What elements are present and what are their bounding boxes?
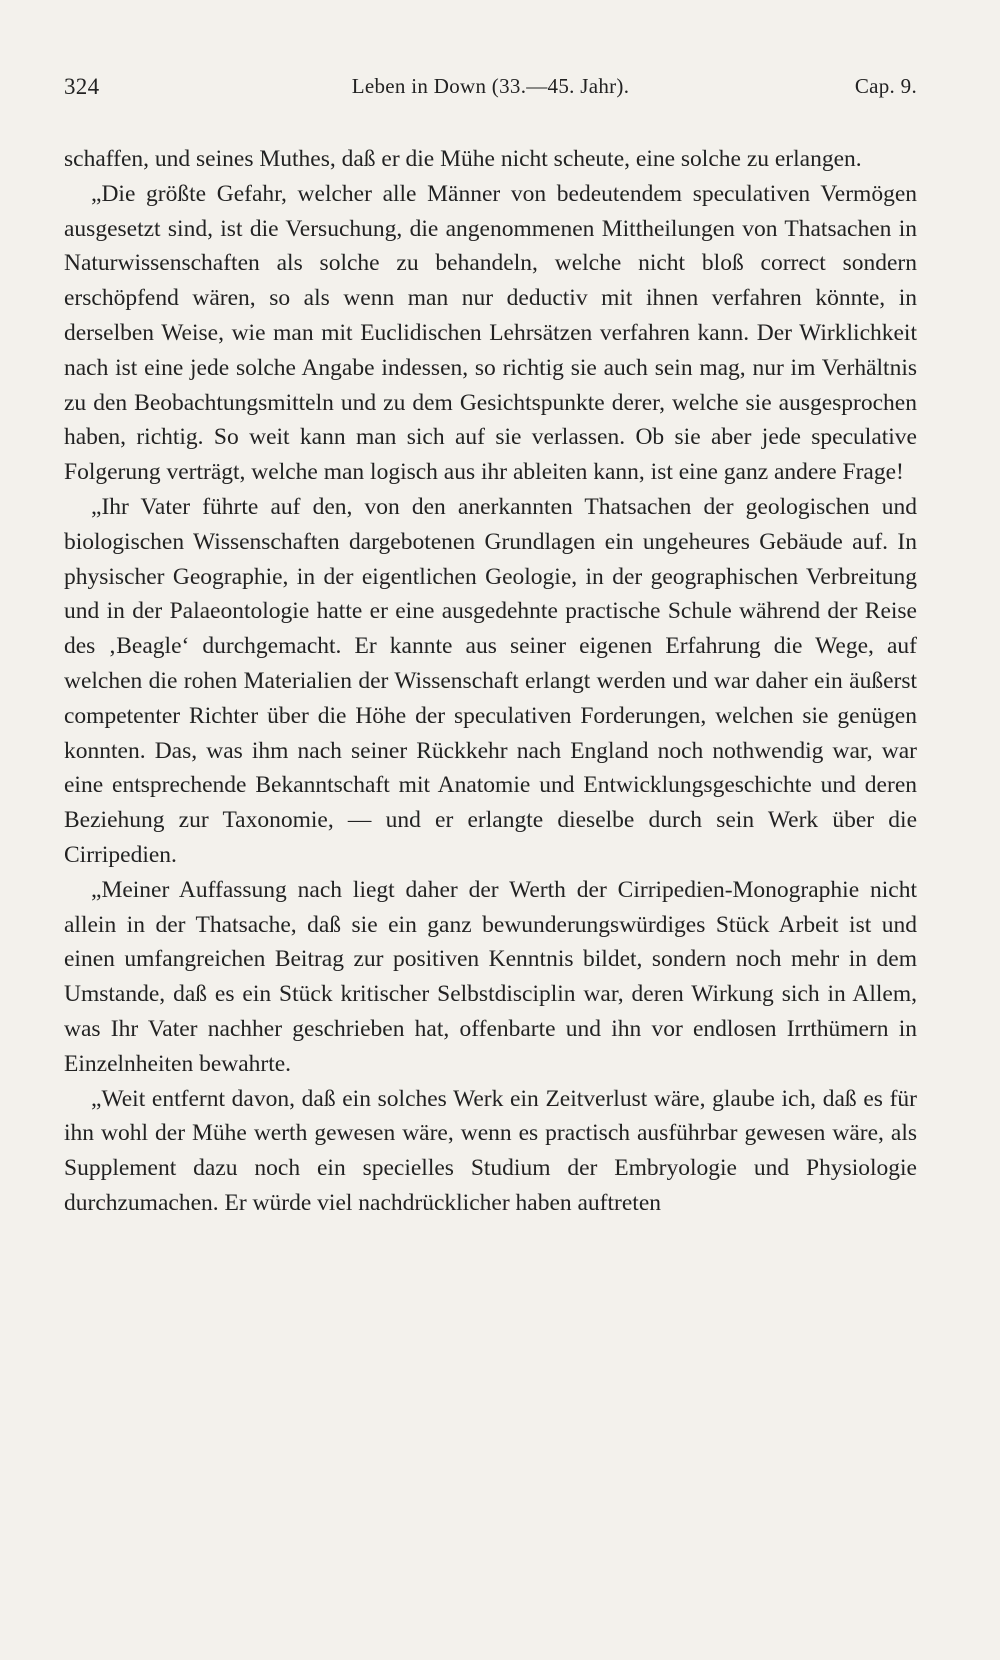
- page-number: 324: [64, 74, 100, 99]
- chapter-label: Cap. 9.: [854, 74, 917, 98]
- paragraph: „Die größte Gefahr, welcher alle Männer von bedeutendem speculativen Vermögen ausgesetzt sind, ist die Versuchung, die angenommenen Mittheilungen von Thatsachen in Naturwissenschaften als solche zu behandeln, welche nicht bloß correct sondern erschöpfend wären, so als wenn man nur deductiv mit ihnen verfahren könnte, in derselben Weise, wie man mit Euclidischen Lehrsätzen verfahren kann. Der Wirklichkeit nach ist eine jede solche Angabe indessen, so richtig sie auch sein mag, nur im Verhältnis zu den Beobachtungsmitteln und zu dem Gesichtspunkte derer, welche sie ausgesprochen haben, richtig. So weit kann man sich auf sie verlassen. Ob sie aber jede speculative Folgerung verträgt, welche man logisch aus ihr ableiten kann, ist eine ganz andere Frage!: [64, 180, 917, 486]
- running-head: [64, 74, 917, 108]
- paragraph: schaffen, und seines Muthes, daß er die Mühe nicht scheute, eine solche zu erlangen.: [64, 146, 862, 172]
- paragraph: „Ihr Vater führte auf den, von den anerkannten Thatsachen der geologischen und biologischen Wissenschaften dargebotenen Grundlagen ein ungeheures Gebäude auf. In physischer Geographie, in der eigentlichen Geologie, in der geographischen Verbreitung und in der Palaeontologie hatte er eine ausgedehnte practische Schule während der Reise des ‚Beagle‘ durchgemacht. Er kannte aus seiner eigenen Erfahrung die Wege, auf welchen die rohen Materialien der Wissenschaft erlangt werden und war daher ein äußerst competenter Richter über die Höhe der speculativen Forderungen, welchen sie genügen konnten. Das, was ihm nach seiner Rückkehr nach England noch nothwendig war, war eine entsprechende Bekanntschaft mit Anatomie und Entwicklungsgeschichte und deren Beziehung zur Taxonomie, — und er erlangte dieselbe durch sein Werk über die Cirripedien.: [64, 493, 917, 868]
- running-title: Leben in Down (33.—45. Jahr).: [351, 74, 630, 98]
- paragraph: „Meiner Auffassung nach liegt daher der Werth der Cirripedien-Monographie nicht allein in der Thatsache, daß sie ein ganz bewunderungswürdiges Stück Arbeit ist und einen umfangreichen Beitrag zur positiven Kenntnis bildet, sondern noch mehr in dem Umstande, daß es ein Stück kritischer Selbstdisciplin war, deren Wirkung sich in Allem, was Ihr Vater nachher geschrieben hat, offenbarte und ihn vor endlosen Irrthümern in Einzelnheiten bewahrte.: [64, 876, 917, 1077]
- body-text: [64, 142, 917, 1221]
- paragraph: „Weit entfernt davon, daß ein solches Werk ein Zeitverlust wäre, glaube ich, daß es für ihn wohl der Mühe werth gewesen wäre, wenn es practisch ausführbar gewesen wäre, als Supplement dazu noch ein specielles Studium der Embryologie und Physiologie durchzumachen. Er würde viel nachdrücklicher haben auftreten: [64, 1085, 917, 1216]
